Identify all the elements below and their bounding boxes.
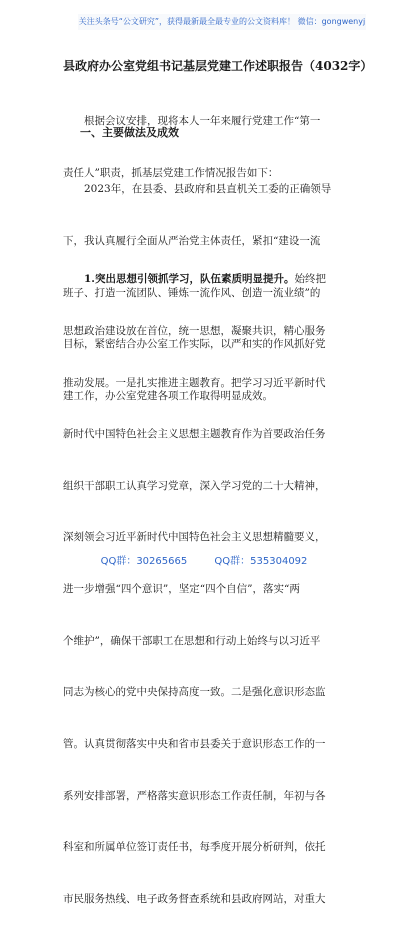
intro-line-2: 责任人”职责，抓基层党建工作情况报告如下： [63,167,279,180]
p2-line-4: 新时代中国特色社会主义思想主题教育作为首要政治任务 [63,428,326,441]
p2-line-2: 思想政治建设放在首位，统一思想，凝聚共识，精心服务 [63,325,326,338]
p2-line-7: 进一步增强“四个意识”，坚定“四个自信”，落实“两 [63,583,300,596]
point1-paragraph [63,237,349,925]
footer-qq-groups [0,555,408,569]
p1-line-2: 下，我认真履行全面从严治党主体责任，紧扣“建设一流 [63,235,321,248]
section-heading: 一、主要做法及成效 [80,126,179,139]
p2-line-11: 系列安排部署，严格落实意识形态工作责任制，年初与各 [63,789,326,802]
intro-line-1: 根据会议安排，现将本人一年来履行党建工作“第一 [84,115,321,128]
p2-line-3: 推动发展。一是扎实推进主题教育。把学习习近平新时代 [63,376,326,389]
point1-lead: 1.突出思想引领抓学习，队伍素质明显提升。 [84,273,295,286]
p1-line-3: 班子、打造一流团队、锤炼一流作风、创造一流业绩”的 [63,286,321,299]
document-title: 县政府办公室党组书记基层党建工作述职报告（4032字） [63,59,373,73]
top-banner: 关注头条号“公文研究”，获得最新最全最专业的公文资料库！ 微信：gongwenyj [78,14,366,30]
p2-line-12: 科室和所属单位签订责任书，每季度开展分析研判，依托 [63,841,326,854]
p2-line-9: 同志为核心的党中央保持高度一致。二是强化意识形态监 [63,686,326,699]
p2-line-13: 市民服务热线、电子政务督查系统和县政府网站，对重大 [63,892,326,905]
qq-group-1: QQ群：30265665 [100,556,188,567]
p2-line-1 [63,271,349,288]
p1-line-1: 2023年，在县委、县政府和县直机关工委的正确领导 [84,183,332,196]
p2-line-8: 个维护”，确保干部职工在思想和行动上始终与以习近平 [63,634,321,647]
p2-line-5: 组织干部职工认真学习党章，深入学习党的二十大精神， [63,479,326,492]
point1-line-1-tail: 始终把 [294,273,326,286]
p1-line-5: 建工作，办公室党建各项工作取得明显成效。 [63,389,273,402]
p2-line-6: 深刻领会习近平新时代中国特色社会主义思想精髓要义， [63,531,326,544]
qq-group-2: QQ群：535304092 [214,556,308,567]
p1-line-4: 目标，紧密结合办公室工作实际，以严和实的作风抓好党 [63,338,326,351]
p2-line-10: 管。认真贯彻落实中央和省市县委关于意识形态工作的一 [63,737,326,750]
